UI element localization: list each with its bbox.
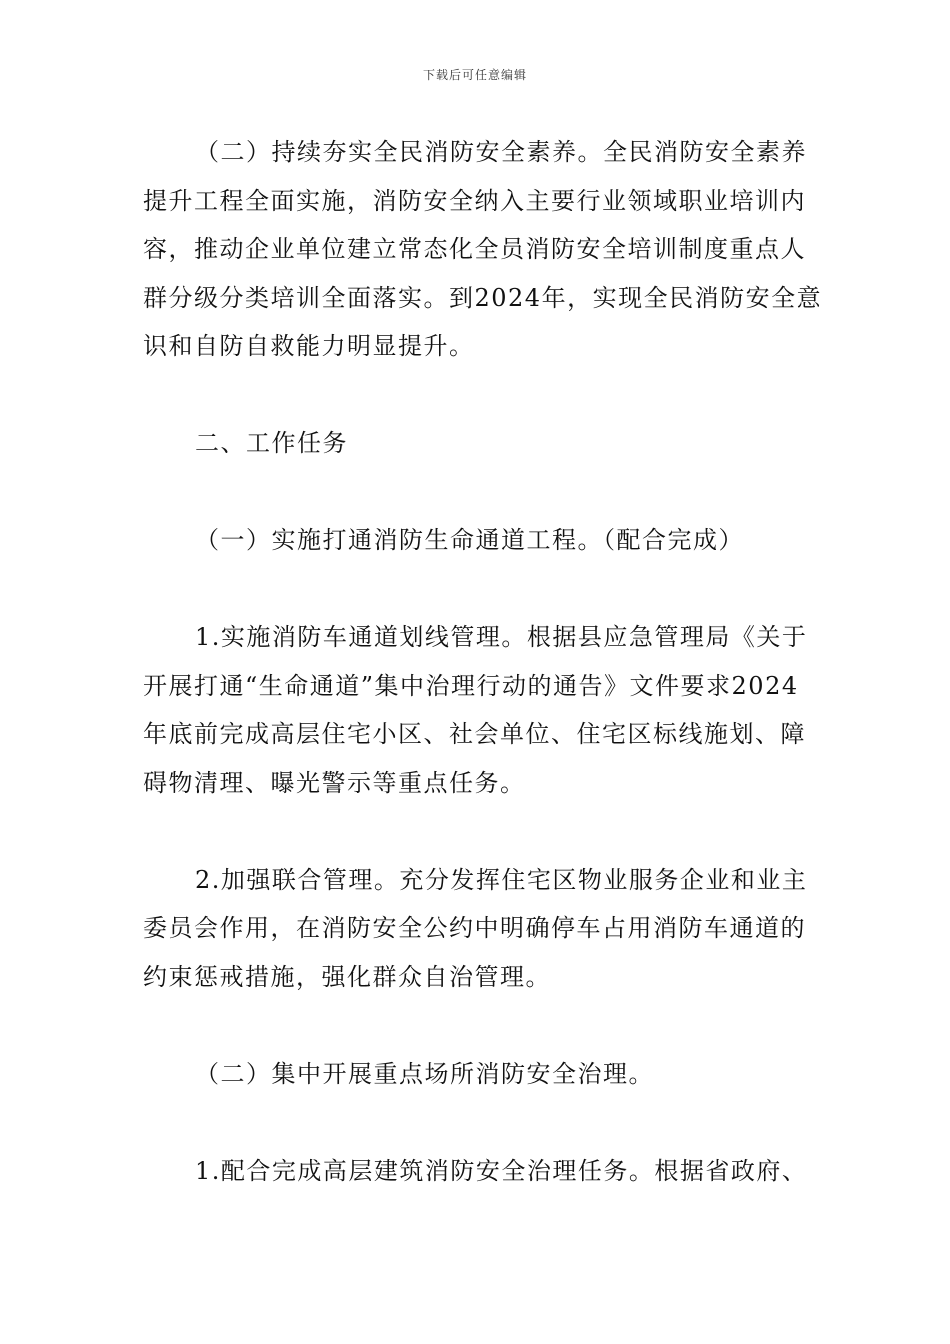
document-body — [143, 128, 823, 1195]
paragraph-gap — [143, 565, 823, 614]
paragraph-gap — [143, 371, 823, 420]
section-heading-work-tasks: 二、工作任务 — [195, 429, 348, 457]
paragraph-fire-safety-literacy: （二）持续夯实全民消防安全素养。全民消防安全素养提升工程全面实施，消防安全纳入主要行业领域职业培训内容，推动企业单位建立常态化全员消防安全培训制度重点人群分级分类培训全面落实。到2024年，实现全民消防安全意识和自防自救能力明显提升。 — [143, 138, 823, 360]
paragraph-high-rise-task: 1.配合完成高层建筑消防安全治理任务。根据省政府、 — [195, 1156, 808, 1185]
subsection-heading-lifeline: （一）实施打通消防生命通道工程。（配合完成） — [195, 526, 744, 554]
page-header-note: 下载后可任意编辑 — [422, 68, 527, 82]
subsection-heading-key-sites: （二）集中开展重点场所消防安全治理。 — [195, 1059, 654, 1088]
paragraph-gap — [143, 1098, 823, 1147]
paragraph-gap — [143, 468, 823, 517]
paragraph-lane-marking: 1.实施消防车通道划线管理。根据县应急管理局《关于开展打通“生命通道”集中治理行动的通告》文件要求2024年底前完成高层住宅小区、社会单位、住宅区标线施划、障碍物清理、曝光警示等重点任务。 — [143, 623, 808, 797]
paragraph-gap — [143, 807, 823, 856]
paragraph-joint-management: 2.加强联合管理。充分发挥住宅区物业服务企业和业主委员会作用，在消防安全公约中明确停车占用消防车通道的约束惩戒措施，强化群众自治管理。 — [143, 865, 808, 991]
paragraph-gap — [143, 1001, 823, 1050]
